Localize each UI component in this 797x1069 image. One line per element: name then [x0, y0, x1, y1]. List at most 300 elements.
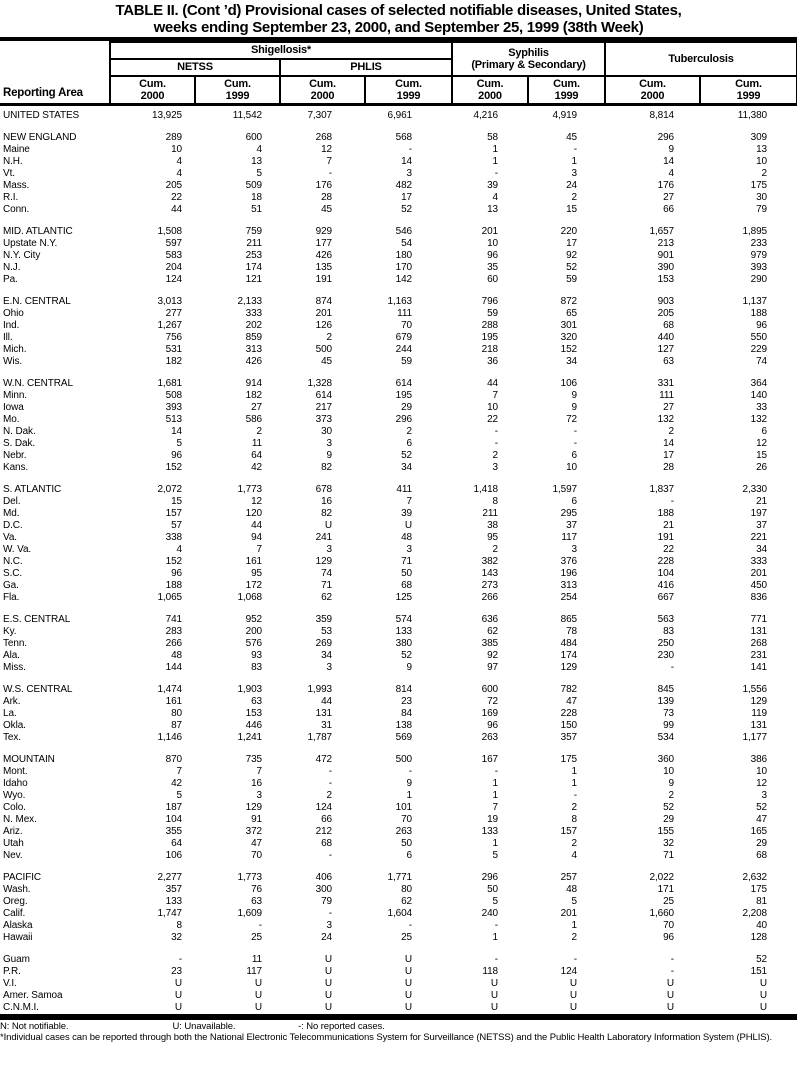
value-cell: 678 [315, 484, 332, 495]
value-cell: 2 [406, 426, 413, 437]
value-cell: 290 [750, 274, 768, 285]
value-cell: - [494, 438, 499, 449]
table-row [0, 932, 797, 944]
netss-header: NETSS [110, 59, 280, 76]
value-cell: 3 [406, 168, 413, 179]
value-cell: 201 [750, 568, 768, 579]
table-header [0, 42, 797, 105]
value-cell: 52 [401, 450, 413, 461]
syphilis-cum-2000-header [452, 76, 528, 105]
value-cell: 70 [663, 920, 675, 931]
value-cell: 34 [756, 544, 768, 555]
value-cell: U [759, 1002, 768, 1013]
value-cell: 333 [750, 556, 768, 567]
value-cell: 313 [560, 580, 578, 591]
spacer-cell [0, 944, 797, 954]
value-cell: 27 [251, 402, 262, 413]
value-cell: 1,660 [649, 908, 675, 919]
value-cell: - [670, 662, 675, 673]
value-cell: 845 [657, 684, 675, 695]
value-cell: 7 [406, 496, 413, 507]
value-cell: 472 [315, 754, 332, 765]
value-cell: 82 [321, 462, 332, 473]
value-cell: 71 [401, 556, 413, 567]
value-cell: 202 [245, 320, 262, 331]
value-cell: 80 [171, 708, 182, 719]
value-cell: 171 [657, 884, 675, 895]
value-cell: 735 [245, 754, 262, 765]
netss-cum-1999-header [195, 76, 280, 105]
value-cell: 133 [395, 626, 413, 637]
value-cell: 52 [566, 262, 578, 273]
value-cell: 151 [750, 966, 768, 977]
value-cell: 3 [761, 790, 768, 801]
value-cell: 385 [481, 638, 499, 649]
reporting-area-cell: W.S. CENTRAL [3, 684, 73, 695]
value-cell: 44 [321, 696, 332, 707]
value-cell: 3 [326, 544, 332, 555]
value-cell: 10 [756, 156, 768, 167]
year-label: 1999 [554, 90, 579, 102]
value-cell: 1,068 [237, 592, 262, 603]
reporting-area-cell: E.S. CENTRAL [3, 614, 71, 625]
value-cell: 331 [657, 378, 675, 389]
value-cell: 364 [750, 378, 768, 389]
value-cell: 191 [315, 274, 332, 285]
value-cell: 204 [165, 262, 182, 273]
value-cell: 3,013 [157, 296, 182, 307]
value-cell: 93 [251, 650, 262, 661]
table-row [0, 966, 797, 978]
value-cell: U [174, 978, 182, 989]
value-cell: 874 [315, 296, 332, 307]
value-cell: 301 [560, 320, 578, 331]
value-cell: 1,609 [237, 908, 262, 919]
value-cell: 45 [321, 204, 332, 215]
value-cell: 152 [165, 462, 182, 473]
value-cell: 782 [560, 684, 578, 695]
value-cell: 32 [171, 932, 182, 943]
table-row [0, 838, 797, 850]
table-row [0, 920, 797, 932]
value-cell: 22 [171, 192, 182, 203]
table-row [0, 720, 797, 732]
value-cell: 3 [326, 920, 332, 931]
value-cell: 29 [663, 814, 675, 825]
value-cell: - [494, 426, 499, 437]
reporting-area-cell: Ind. [3, 320, 20, 331]
value-cell: 233 [750, 238, 768, 249]
shigellosis-group-header: Shigellosis* [110, 42, 452, 59]
value-cell: 175 [750, 884, 768, 895]
value-cell: 382 [481, 556, 499, 567]
value-cell: 5 [492, 896, 499, 907]
value-cell: 52 [756, 802, 768, 813]
value-cell: 10 [566, 462, 578, 473]
disease-table [0, 41, 797, 1014]
value-cell: 127 [657, 344, 675, 355]
value-cell: 143 [481, 568, 499, 579]
value-cell: 8 [492, 496, 499, 507]
value-cell: 131 [750, 720, 768, 731]
reporting-area-cell: N.Y. City [3, 250, 41, 261]
netss-cum-2000-header [110, 76, 195, 105]
table-row [0, 378, 797, 390]
table-row [0, 226, 797, 238]
value-cell: 296 [657, 132, 675, 143]
value-cell: 2 [668, 790, 675, 801]
reporting-area-cell: Iowa [3, 402, 24, 413]
reporting-area-cell: Colo. [3, 802, 26, 813]
reporting-area-cell: Kans. [3, 462, 29, 473]
table-row [0, 168, 797, 180]
value-cell: 39 [401, 508, 413, 519]
value-cell: 2 [326, 790, 332, 801]
value-cell: 213 [657, 238, 675, 249]
value-cell: 74 [321, 568, 332, 579]
reporting-area-cell: Wyo. [3, 790, 26, 801]
value-cell: 288 [481, 320, 499, 331]
value-cell: 11,542 [232, 110, 262, 121]
value-cell: 1,681 [157, 378, 182, 389]
spacer-cell [0, 862, 797, 872]
value-cell: 25 [251, 932, 262, 943]
value-cell: U [324, 978, 332, 989]
table-row [0, 450, 797, 462]
value-cell: 129 [560, 662, 578, 673]
value-cell: 33 [756, 402, 768, 413]
value-cell: 241 [315, 532, 332, 543]
value-cell: - [573, 954, 578, 965]
cum-label: Cum. [309, 78, 336, 90]
value-cell: 7 [326, 156, 332, 167]
value-cell: 197 [750, 508, 768, 519]
value-cell: 386 [750, 754, 768, 765]
tb-cum-1999-header [700, 76, 797, 105]
table-row [0, 614, 797, 626]
value-cell: - [328, 766, 332, 777]
table-row [0, 872, 797, 884]
reporting-area-header: Reporting Area [0, 42, 110, 105]
value-cell: 1 [406, 790, 413, 801]
value-cell: U [174, 990, 182, 1001]
spacer-cell [0, 474, 797, 484]
value-cell: 84 [401, 708, 413, 719]
value-cell: 52 [401, 650, 413, 661]
value-cell: 68 [756, 850, 768, 861]
value-cell: 133 [481, 826, 499, 837]
reporting-area-cell: Mass. [3, 180, 30, 191]
value-cell: 87 [171, 720, 182, 731]
value-cell: 220 [560, 226, 578, 237]
value-cell: 10 [487, 402, 499, 413]
value-cell: 500 [395, 754, 413, 765]
value-cell: 68 [321, 838, 332, 849]
value-cell: 15 [756, 450, 768, 461]
table-title-line2: weeks ending September 23, 2000, and September 25, 1999 (38th Week) [153, 19, 644, 36]
value-cell: 34 [566, 356, 578, 367]
value-cell: 52 [663, 802, 675, 813]
value-cell: 5 [176, 790, 182, 801]
year-label: 1999 [396, 90, 421, 102]
value-cell: 142 [395, 274, 413, 285]
value-cell: 40 [756, 920, 768, 931]
value-cell: 129 [245, 802, 262, 813]
legend-row [0, 1021, 797, 1032]
value-cell: 903 [657, 296, 675, 307]
value-cell: 119 [751, 708, 768, 719]
table-row [0, 544, 797, 556]
reporting-area-cell: Maine [3, 144, 30, 155]
value-cell: 91 [251, 814, 262, 825]
value-cell: 7 [256, 544, 262, 555]
value-cell: 10 [756, 766, 768, 777]
value-cell: - [573, 790, 578, 801]
reporting-area-cell: Tex. [3, 732, 21, 743]
year-label: 2000 [478, 90, 502, 102]
value-cell: U [404, 966, 413, 977]
table-row [0, 732, 797, 744]
value-cell: 2 [492, 544, 499, 555]
value-cell: U [254, 1002, 262, 1013]
value-cell: 68 [663, 320, 675, 331]
value-cell: 1,474 [157, 684, 182, 695]
value-cell: 296 [481, 872, 499, 883]
value-cell: 174 [560, 650, 578, 661]
value-cell: 27 [663, 192, 675, 203]
value-cell: 4,919 [552, 110, 578, 121]
value-cell: 2 [571, 802, 578, 813]
reporting-area-cell: N.H. [3, 156, 23, 167]
table-row [0, 238, 797, 250]
value-cell: 16 [251, 778, 262, 789]
table-row [0, 308, 797, 320]
table-row [0, 814, 797, 826]
value-cell: 679 [395, 332, 413, 343]
table-row [0, 250, 797, 262]
syphilis-group-header [452, 42, 605, 76]
table-row [0, 414, 797, 426]
legend-not-notifiable: N: Not notifiable. [0, 1021, 69, 1032]
cum-label: Cum. [476, 78, 504, 90]
value-cell: U [490, 978, 499, 989]
reporting-area-cell: Calif. [3, 908, 26, 919]
value-cell: 172 [245, 580, 262, 591]
table-row [0, 592, 797, 604]
value-cell: 34 [321, 650, 332, 661]
value-cell: 14 [401, 156, 413, 167]
value-cell: 54 [401, 238, 413, 249]
value-cell: U [569, 1002, 578, 1013]
value-cell: - [328, 168, 332, 179]
value-cell: 128 [750, 932, 768, 943]
value-cell: 96 [171, 450, 182, 461]
value-cell: 1,895 [742, 226, 768, 237]
table-row [0, 496, 797, 508]
table-row [0, 778, 797, 790]
value-cell: 139 [657, 696, 675, 707]
value-cell: 1,137 [742, 296, 768, 307]
value-cell: 393 [750, 262, 768, 273]
table-row [0, 1002, 797, 1014]
value-cell: 2,632 [742, 872, 768, 883]
reporting-area-cell: C.N.M.I. [3, 1002, 39, 1013]
value-cell: 170 [395, 262, 413, 273]
table-row [0, 708, 797, 720]
value-cell: 29 [401, 402, 413, 413]
value-cell: 5 [256, 168, 262, 179]
value-cell: 771 [750, 614, 768, 625]
section-spacer [0, 122, 797, 132]
value-cell: 614 [315, 390, 332, 401]
table-row [0, 332, 797, 344]
value-cell: 8 [176, 920, 182, 931]
value-cell: U [174, 1002, 182, 1013]
value-cell: 32 [663, 838, 675, 849]
reporting-area-cell: N.J. [3, 262, 21, 273]
spacer-cell [0, 368, 797, 378]
value-cell: 914 [245, 378, 262, 389]
table-row [0, 766, 797, 778]
value-cell: 211 [482, 508, 499, 519]
value-cell: 380 [395, 638, 413, 649]
value-cell: 176 [315, 180, 332, 191]
value-cell: 546 [395, 226, 413, 237]
value-cell: 9 [668, 144, 675, 155]
reporting-area-cell: Fla. [3, 592, 20, 603]
year-label: 2000 [310, 90, 335, 102]
value-cell: 187 [165, 802, 182, 813]
value-cell: 135 [315, 262, 332, 273]
value-cell: 3 [326, 438, 332, 449]
value-cell: 28 [321, 192, 332, 203]
legend-no-reported-cases: -: No reported cases. [298, 1021, 385, 1032]
value-cell: 1 [492, 156, 499, 167]
value-cell: 357 [560, 732, 578, 743]
value-cell: 70 [401, 814, 413, 825]
value-cell: 3 [326, 662, 332, 673]
value-cell: 357 [165, 884, 182, 895]
value-cell: 14 [171, 426, 182, 437]
value-cell: 111 [659, 390, 675, 401]
value-cell: 188 [750, 308, 768, 319]
reporting-area-cell: Ky. [3, 626, 17, 637]
spacer-cell [0, 604, 797, 614]
value-cell: U [404, 978, 413, 989]
value-cell: 2 [571, 838, 578, 849]
section-spacer [0, 368, 797, 378]
reporting-area-cell: Ohio [3, 308, 24, 319]
table-row [0, 684, 797, 696]
phlis-cum-2000-header [280, 76, 365, 105]
value-cell: 18 [251, 192, 262, 203]
value-cell: 21 [663, 520, 675, 531]
value-cell: 64 [171, 838, 182, 849]
value-cell: 1,747 [157, 908, 182, 919]
value-cell: 296 [395, 414, 413, 425]
value-cell: 50 [401, 568, 413, 579]
table-row [0, 402, 797, 414]
value-cell: 117 [561, 532, 578, 543]
value-cell: 6 [761, 426, 768, 437]
cum-label: Cum. [553, 78, 580, 90]
reporting-area-cell: Guam [3, 954, 30, 965]
reporting-area-cell: Ill. [3, 332, 13, 343]
value-cell: 1,241 [237, 732, 262, 743]
value-cell: 901 [657, 250, 675, 261]
value-cell: 929 [315, 226, 332, 237]
value-cell: 68 [401, 580, 413, 591]
value-cell: 95 [487, 532, 499, 543]
value-cell: 4 [176, 544, 182, 555]
table-row [0, 532, 797, 544]
value-cell: 569 [395, 732, 413, 743]
reporting-area-cell: La. [3, 708, 17, 719]
value-cell: 124 [315, 802, 332, 813]
reporting-area-cell: S.C. [3, 568, 23, 579]
value-cell: 859 [245, 332, 262, 343]
value-cell: 8,814 [649, 110, 675, 121]
table-row [0, 520, 797, 532]
reporting-area-cell: Del. [3, 496, 21, 507]
value-cell: 273 [481, 580, 499, 591]
value-cell: 177 [315, 238, 332, 249]
value-cell: 600 [245, 132, 262, 143]
value-cell: 333 [245, 308, 262, 319]
value-cell: 27 [663, 402, 675, 413]
value-cell: 124 [165, 274, 182, 285]
value-cell: 756 [165, 332, 182, 343]
value-cell: 47 [251, 838, 262, 849]
value-cell: 229 [750, 344, 768, 355]
reporting-area-cell: Vt. [3, 168, 15, 179]
value-cell: 118 [482, 966, 499, 977]
value-cell: 212 [315, 826, 332, 837]
value-cell: 138 [395, 720, 413, 731]
value-cell: 126 [315, 320, 332, 331]
value-cell: 11 [251, 438, 262, 449]
value-cell: 72 [566, 414, 578, 425]
spacer-cell [0, 216, 797, 226]
value-cell: 1 [492, 790, 499, 801]
value-cell: U [759, 978, 768, 989]
value-cell: 1,773 [237, 484, 262, 495]
table-row [0, 650, 797, 662]
value-cell: 1,787 [307, 732, 332, 743]
value-cell: 2 [256, 426, 262, 437]
value-cell: 393 [165, 402, 182, 413]
value-cell: 79 [321, 896, 332, 907]
value-cell: 131 [750, 626, 768, 637]
table-row [0, 990, 797, 1002]
value-cell: 63 [251, 696, 262, 707]
reporting-area-cell: Pa. [3, 274, 18, 285]
value-cell: 140 [750, 390, 768, 401]
value-cell: 509 [245, 180, 262, 191]
reporting-area-cell: Ga. [3, 580, 19, 591]
value-cell: 188 [657, 508, 675, 519]
value-cell: 101 [395, 802, 413, 813]
value-cell: 44 [487, 378, 499, 389]
value-cell: U [404, 520, 413, 531]
value-cell: - [670, 966, 675, 977]
value-cell: 63 [663, 356, 675, 367]
value-cell: 10 [171, 144, 182, 155]
value-cell: 5 [492, 850, 499, 861]
value-cell: 1,597 [552, 484, 578, 495]
value-cell: 2 [668, 426, 675, 437]
value-cell: 576 [245, 638, 262, 649]
